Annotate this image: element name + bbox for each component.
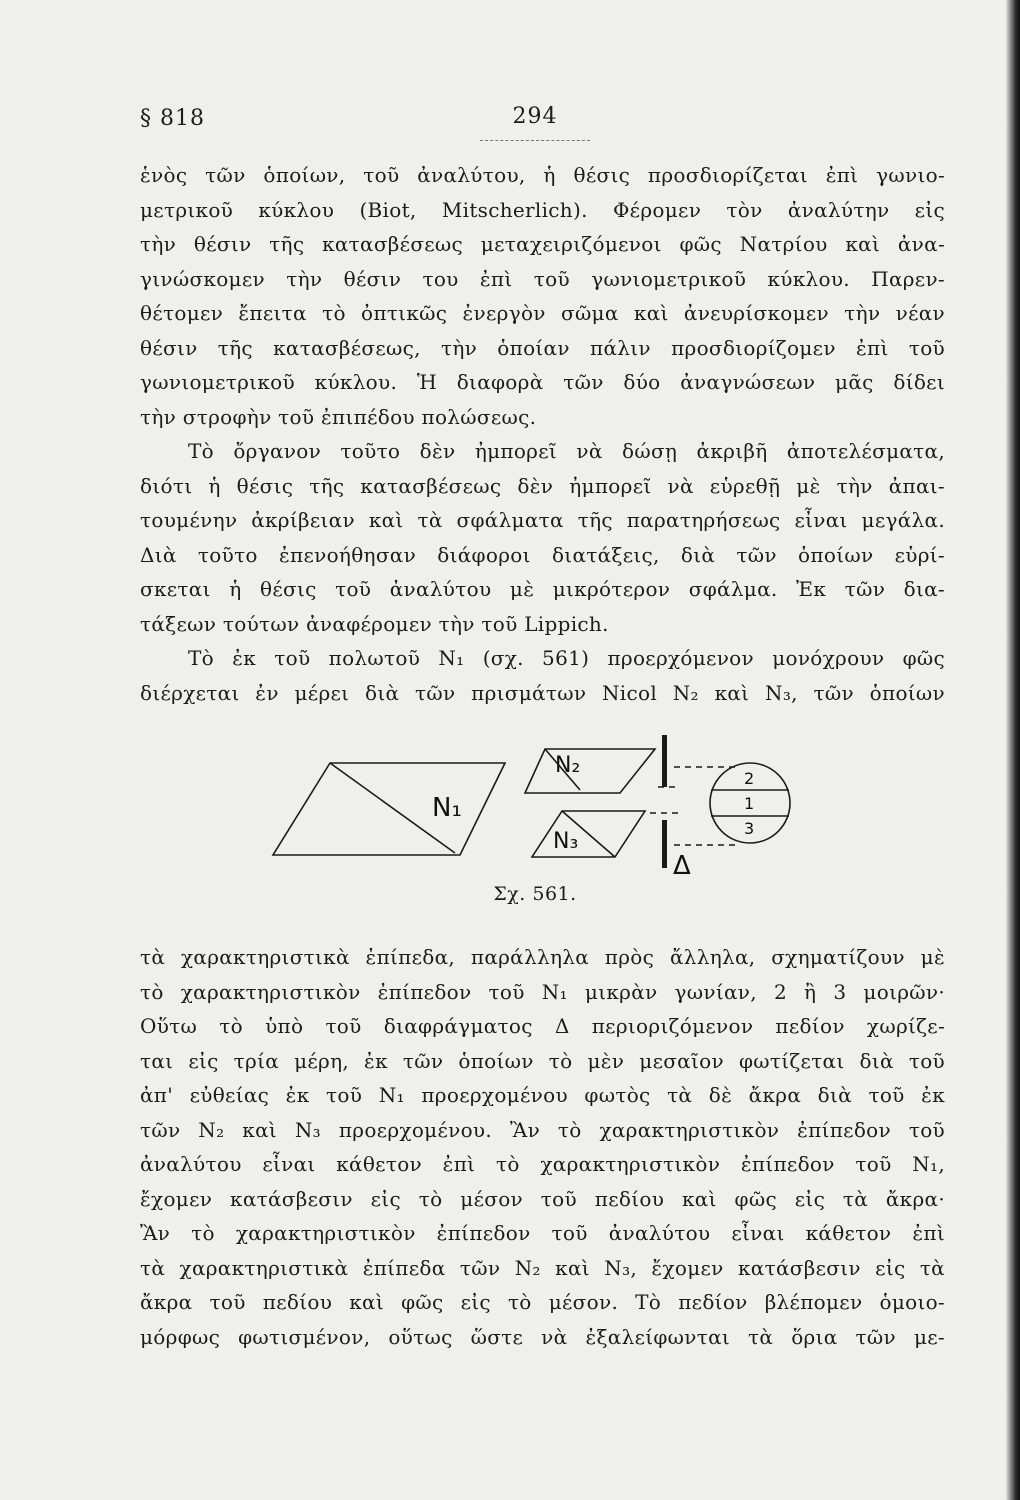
text-line: Ἂν τὸ χαρακτηριστικὸν ἐπίπεδον τοῦ ἀναλύτου εἶναι κάθετον ἐπὶ: [140, 1221, 945, 1245]
text-line: ται εἰς τρία μέρη, ἐκ τῶν ὁποίων τὸ μὲν μεσαῖον φωτίζεται διὰ τοῦ: [140, 1048, 945, 1073]
text-line: ἔχομεν κατάσβεσιν εἰς τὸ μέσον τοῦ πεδίου καὶ φῶς εἰς τὰ ἄκρα·: [140, 1186, 945, 1211]
text-line: τὰ χαρακτηριστικὰ ἐπίπεδα, παράλληλα πρὸς ἄλληλα, σχηματίζουν μὲ: [140, 945, 945, 969]
text-line: τουμένην ἀκρίβειαν καὶ τὰ σφάλματα τῆς παρατηρήσεως εἶναι μεγάλα.: [140, 508, 945, 532]
label-n2: N₂: [555, 753, 581, 778]
section-number: § 818: [140, 106, 205, 131]
text-line: Τὸ ἐκ τοῦ πολωτοῦ N₁ (σχ. 561) προερχόμενον μονόχρουν φῶς: [188, 646, 945, 670]
text-line: ἀπ' εὐθείας ἐκ τοῦ N₁ προερχομένου φωτὸς τὰ δὲ ἄκρα διὰ τοῦ ἐκ: [140, 1083, 945, 1107]
text-line: γινώσκομεν τὴν θέσιν του ἐπὶ τοῦ γωνιομετρικοῦ κύκλου. Παρεν-: [140, 266, 945, 291]
page-edge-shadow: [1006, 0, 1020, 1500]
text-line: τὸ χαρακτηριστικὸν ἐπίπεδον τοῦ N₁ μικρὰν γωνίαν, 2 ἢ 3 μοιρῶν·: [140, 979, 945, 1004]
diaphragm-top: [662, 735, 667, 787]
figure-561: [270, 735, 800, 915]
text-line: τὴν θέσιν τῆς κατασβέσεως μεταχειριζόμενοι φῶς Νατρίου καὶ ἀνα-: [140, 232, 945, 256]
text-line: Τὸ ὄργανον τοῦτο δὲν ἠμπορεῖ νὰ δώσῃ ἀκριβῆ ἀποτελέσματα,: [188, 439, 945, 463]
circle-label-2: 2: [744, 769, 755, 788]
text-line: Διὰ τοῦτο ἐπενοήθησαν διάφοροι διατάξεις, διὰ τῶν ὁποίων εὑρί-: [140, 542, 945, 567]
text-line: διότι ἡ θέσις τῆς κατασβέσεως δὲν ἠμπορεῖ νὰ εὑρεθῇ μὲ τὴν ἀπαι-: [140, 473, 945, 498]
header-rule: [480, 140, 590, 141]
text-line: τὰ χαρακτηριστικὰ ἐπίπεδα τῶν N₂ καὶ N₃, ἔχομεν κατάσβεσιν εἰς τὰ: [140, 1255, 945, 1280]
text-line: μετρικοῦ κύκλου (Biot, Mitscherlich). Φέρομεν τὸν ἀναλύτην εἰς: [140, 197, 945, 222]
text-line: μόρφως φωτισμένον, οὕτως ὥστε νὰ ἐξαλείφωνται τὰ ὅρια τῶν με-: [140, 1324, 945, 1349]
text-line: τάξεων τούτων ἀναφέρομεν τὴν τοῦ Lippich.: [140, 611, 609, 636]
label-n3: N₃: [553, 829, 579, 854]
label-delta: Δ: [673, 851, 691, 881]
text-line: ἀναλύτου εἶναι κάθετον ἐπὶ τὸ χαρακτηριστικὸν ἐπίπεδον τοῦ N₁,: [140, 1152, 945, 1176]
page-number: 294: [512, 104, 558, 129]
text-line: σκεται ἡ θέσις τοῦ ἀναλύτου μὲ μικρότερον σφάλμα. Ἐκ τῶν δια-: [140, 577, 945, 601]
text-line: γωνιομετρικοῦ κύκλου. Ἡ διαφορὰ τῶν δύο ἀναγνώσεων μᾶς δίδει: [140, 370, 945, 394]
text-line: ἑνὸς τῶν ὁποίων, τοῦ ἀναλύτου, ἡ θέσις προσδιορίζεται ἐπὶ γωνιο-: [140, 163, 945, 187]
figure-caption: Σχ. 561.: [493, 883, 577, 905]
text-line: ἄκρα τοῦ πεδίου καὶ φῶς εἰς τὸ μέσον. Τὸ πεδίον βλέπομεν ὁμοιο-: [140, 1290, 945, 1314]
circle-label-3: 3: [744, 819, 755, 838]
text-line: τῶν N₂ καὶ N₃ προερχομένου. Ἂν τὸ χαρακτηριστικὸν ἐπίπεδον τοῦ: [140, 1117, 945, 1142]
label-n1: N₁: [432, 793, 462, 823]
text-line: θέσιν τῆς κατασβέσεως, τὴν ὁποίαν πάλιν προσδιορίζομεν ἐπὶ τοῦ: [140, 335, 945, 360]
page-header: [140, 106, 945, 146]
prism-n1: [273, 763, 505, 855]
text-line: Οὕτω τὸ ὑπὸ τοῦ διαφράγματος Δ περιοριζόμενον πεδίον χωρίζε-: [140, 1014, 945, 1038]
text-line: τὴν στροφὴν τοῦ ἐπιπέδου πολώσεως.: [140, 404, 537, 429]
body-text-bottom: [140, 940, 945, 1354]
circle-label-1: 1: [744, 794, 755, 813]
text-line: θέτομεν ἔπειτα τὸ ὀπτικῶς ἐνεργὸν σῶμα καὶ ἀνευρίσκομεν τὴν νέαν: [140, 301, 945, 325]
body-text-top: [140, 158, 945, 710]
prism-n2: [525, 749, 655, 793]
figure-drawing: [270, 735, 800, 875]
diaphragm-bottom: [662, 820, 667, 868]
text-line: διέρχεται ἐν μέρει διὰ τῶν πρισμάτων Nicol N₂ καὶ N₃, τῶν ὁποίων: [140, 680, 945, 705]
